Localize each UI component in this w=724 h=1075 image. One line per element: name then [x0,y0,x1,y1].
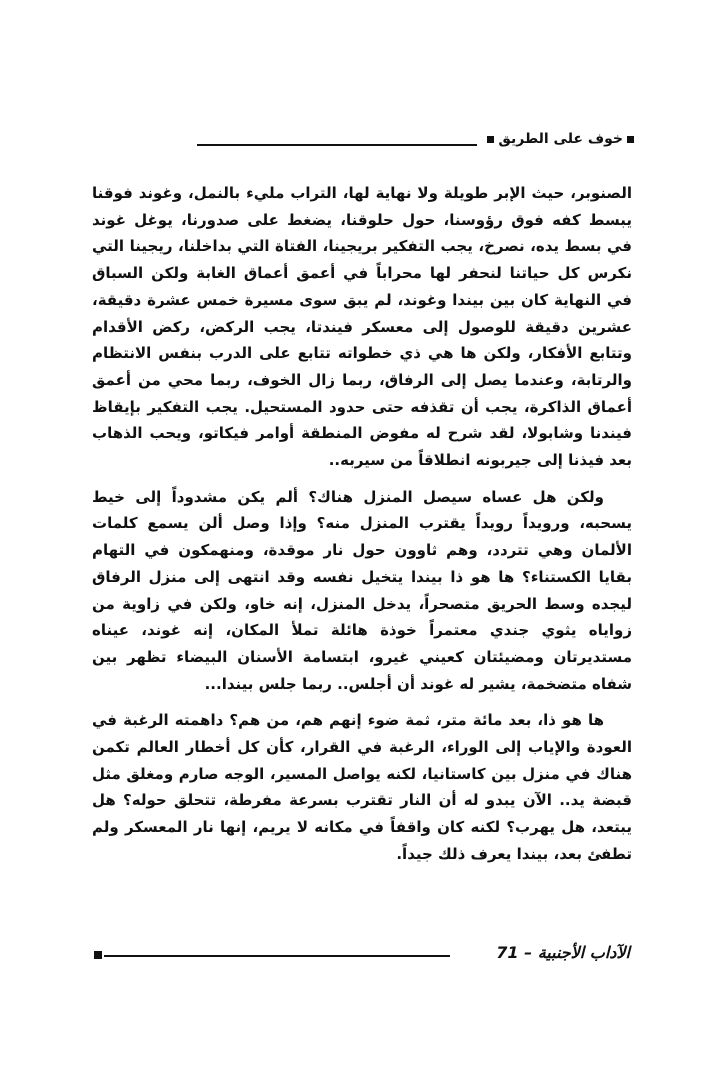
page-footer [94,943,630,967]
footer-journal-page: الآداب الأجنبية – 71 [490,943,630,962]
running-header [0,131,724,159]
header-bullet-icon [487,136,494,143]
header-bullet-icon [627,136,634,143]
footer-bullet-icon [94,951,102,959]
paragraph-3: ها هو ذا، بعد مائة متر، ثمة ضوء إنهم هم، من هم؟ داهمته الرغبة في العودة والإياب إلى الوراء، الرغبة في القرار، كأن كل أخطار العالم تكمن هناك في منزل بين كاستانيا، لكنه يواصل المسير، الوجه صارم ومغلق مثل قبضة يد.. الآن يبدو له أن النار تقترب بسرعة مفرطة، تتحلق حوله؟ هل يبتعد، هل يهرب؟ لكنه كان واقفاً في مكانه لا يريم، إنها نار المعسكر ولم تطفئ بعد، بيندا يعرف ذلك جيداً. [92,711,632,863]
footer-rule [104,955,450,957]
paragraph-2: ولكن هل عساه سيصل المنزل هناك؟ ألم يكن مشدوداً إلى خيط يسحبه، ورويداً رويداً يقترب المنزل منه؟ وإذا وصل ألن يسمع كلمات الألمان وهي تتردد، وهم ثاوون حول نار موقدة، ومنهمكون في التهام بقايا الكستناء؟ ها هو ذا بيندا يتخيل نفسه وقد انتهى إلى منزل الرفاق ليجده وسط الحريق متصحراً، يدخل المنزل، إنه خاو، ولكن في زاوية من زواياه يثوي جندي معتمراً خوذة هائلة تملأ المكان، إنه غوند، عيناه مستديرتان ومضيئتان كعيني غيرو، ابتسامة الأسنان البيضاء تظهر بين شفاه متضخمة، يشير له غوند أن أجلس.. ربما جلس بيندا... [92,487,632,693]
body-text [92,180,632,868]
paragraph-1: الصنوبر، حيث الإبر طويلة ولا نهاية لها، التراب مليء بالنمل، وغوند فوقنا يبسط كفه فوق رؤوسنا، حول حلوقنا، يضغط على صدورنا، يوغل غوند في بسط يده، نصرخ، يجب التفكير بريجينا، الفتاة التي بداخلنا، ريجينا التي نكرس كل حياتنا لنحفر لها محراباً في أعمق أعماق الغابة ولكن السباق في النهاية كان بين بيندا وغوند، لم يبق سوى مسيرة خمس عشرة دقيقة، عشرين دقيقة للوصول إلى معسكر فيندتا، يجب الركض، ركض الأقدام وتتابع الأفكار، ولكن ها هي ذي خطواته تتابع على الدرب بنفس الانتظام والرتابة، وعندما يصل إلى الرفاق، ربما زال الخوف، ربما محي من أعمق أعماق الذاكرة، يجب أن تقذفه حتى حدود المستحيل. يجب التفكير بإيقاظ فيندنا وشابولا، لقد شرح له مفوض المنطقة أوامر فيكاتو، ويحب الذهاب بعد فيذنا إلى جيربونه انطلاقاً من سيربه.. [92,184,632,470]
header-title: خوف على الطريق [498,131,623,147]
header-title-block [477,131,638,147]
